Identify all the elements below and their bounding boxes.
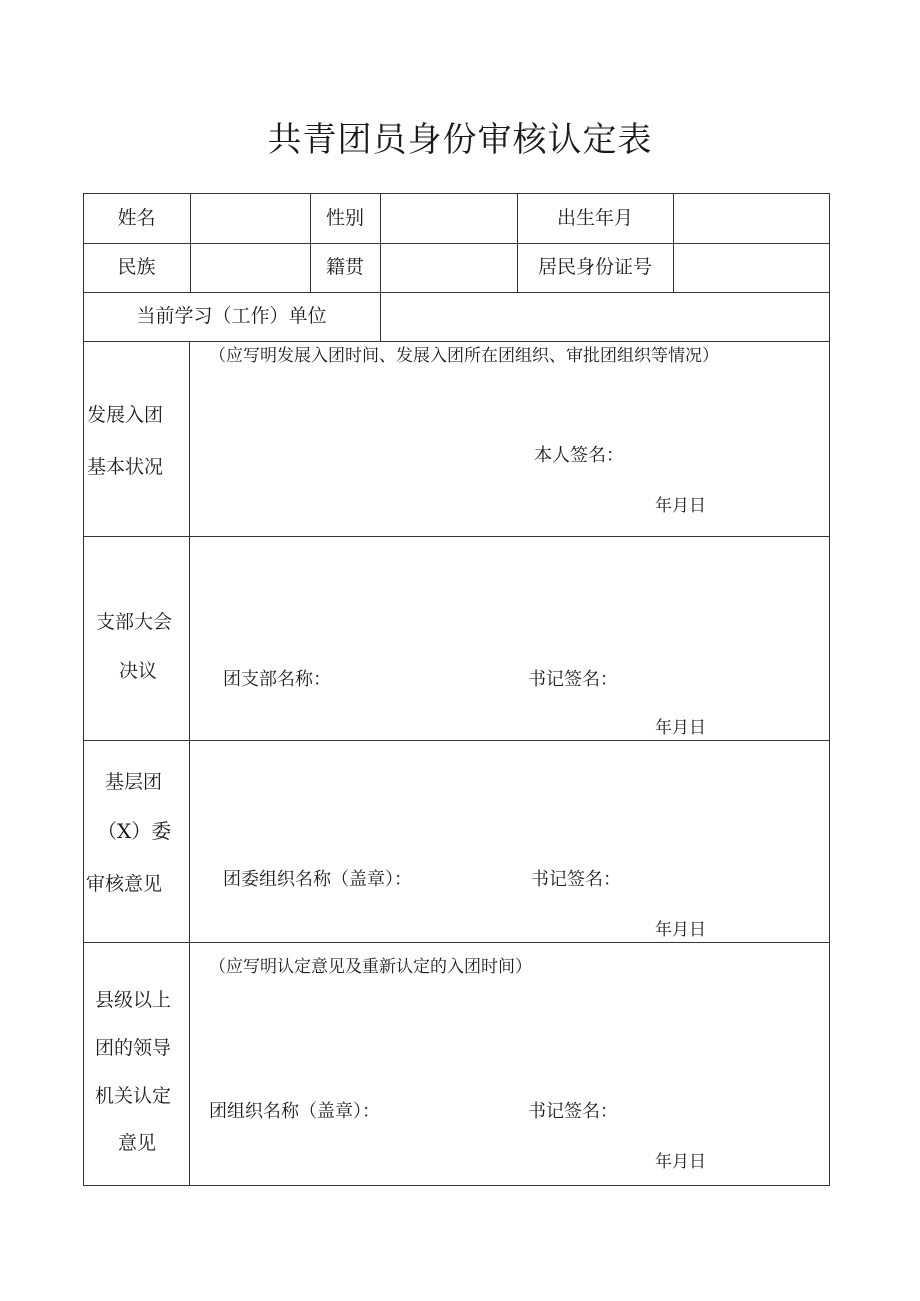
section2-label-line: 决议 <box>119 660 158 682</box>
section1-signature-label: 本人签名： <box>534 445 624 466</box>
section4-note: （应写明认定意见及重新认定的入团时间） <box>209 957 532 977</box>
section4-secretary-signature-label: 书记签名： <box>528 1101 618 1122</box>
ethnicity-input-cell[interactable] <box>191 244 310 292</box>
id-number-label: 居民身份证号 <box>537 256 652 278</box>
unit-input-cell[interactable] <box>381 293 829 341</box>
birth-label: 出生年月 <box>556 207 633 229</box>
section1-date: 年月日 <box>655 496 706 516</box>
section2-date: 年月日 <box>655 718 706 738</box>
ethnicity-label: 民族 <box>117 256 156 278</box>
table-border-left <box>83 193 84 1186</box>
row-divider <box>83 536 830 537</box>
table-border-right <box>829 193 830 1186</box>
gender-label: 性别 <box>325 207 364 229</box>
row-divider <box>83 942 830 943</box>
birth-input-cell[interactable] <box>674 194 829 243</box>
form-table <box>83 193 830 1186</box>
row-divider <box>83 341 830 342</box>
section3-label-line: （X）委 <box>97 819 172 843</box>
id-number-input-cell[interactable] <box>674 244 829 292</box>
section4-label-line: 机关认定 <box>95 1085 172 1107</box>
section3-label-line: 基层团 <box>105 771 163 793</box>
section4-date: 年月日 <box>655 1152 706 1172</box>
section2-branch-name-label: 团支部名称： <box>223 669 331 690</box>
section3-org-name-label: 团委组织名称（盖章）： <box>223 869 412 890</box>
name-label: 姓名 <box>117 207 156 229</box>
section3-date: 年月日 <box>655 920 706 940</box>
section2-label-line: 支部大会 <box>96 611 173 633</box>
section4-label-line: 意见 <box>118 1132 157 1154</box>
section3-label-line: 审核意见 <box>86 873 163 895</box>
section4-org-name-label: 团组织名称（盖章）： <box>209 1101 380 1122</box>
row-divider <box>83 740 830 741</box>
section1-note: （应写明发展入团时间、发展入团所在团组织、审批团组织等情况） <box>209 346 719 366</box>
col-divider <box>189 341 190 1186</box>
table-border-bottom <box>83 1185 830 1186</box>
section4-label-line: 县级以上 <box>95 989 172 1011</box>
section4-label-line: 团的领导 <box>95 1037 172 1059</box>
section1-label-line: 发展入团 <box>87 404 164 426</box>
form-title: 共青团员身份审核认定表 <box>267 120 653 160</box>
origin-input-cell[interactable] <box>381 244 517 292</box>
unit-label: 当前学习（工作）单位 <box>136 305 327 327</box>
gender-input-cell[interactable] <box>381 194 517 243</box>
section2-secretary-signature-label: 书记签名： <box>528 669 618 690</box>
section3-secretary-signature-label: 书记签名： <box>531 869 621 890</box>
name-input-cell[interactable] <box>191 194 310 243</box>
origin-label: 籍贯 <box>325 256 364 278</box>
section1-label-line: 基本状况 <box>87 456 164 478</box>
